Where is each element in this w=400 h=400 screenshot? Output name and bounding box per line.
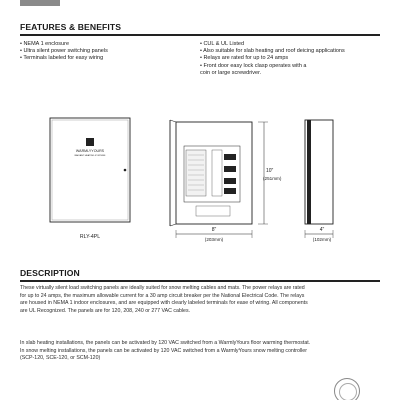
interior-view (170, 120, 282, 242)
height-mm: (251mm) (263, 176, 282, 181)
feature-item: • CUL & UL Listed (200, 41, 245, 47)
product-diagram (0, 110, 400, 260)
header-tab-bar (20, 0, 60, 6)
feature-item: • Ultra silent power switching panels (20, 48, 108, 55)
feature-item: • Also suitable for slab heating and roof deicing applications (200, 48, 345, 55)
description-rule (20, 280, 380, 282)
width-mm: (203mm) (204, 237, 224, 242)
description-line: In slab heating installations, the panels can be activated by 120 VAC switched from a WarmlyYours floor warming thermostat. (20, 340, 311, 346)
depth-mm: (102mm) (312, 237, 332, 242)
feature-item: • Relays are rated for up to 24 amps (200, 55, 289, 62)
feature-item: • Terminals labeled for easy wiring (20, 55, 104, 62)
features-rule (20, 34, 380, 36)
front-panel-outline (50, 118, 130, 222)
description-paragraph-2 (20, 340, 384, 363)
description-line: are housed in NEMA 1 indoor enclosures, and are equipped with clearly labeled terminals for ease of wiring. All components (20, 300, 308, 307)
brand-logo-icon (86, 138, 94, 146)
description-line: for up to 24 amps, the maximum allowable current for a 30 amp circuit breaker per the National Electrical Code. The relays (20, 292, 305, 299)
model-label: RLY-4PL (79, 234, 101, 240)
description-line: These virtually silent load switching panels are ideally suited for snow melting cables and mats. The power relays are rated (20, 285, 305, 291)
door-lock-icon (124, 169, 127, 172)
terminal-block-left (186, 150, 206, 196)
side-view (305, 120, 333, 242)
feature-item: coin or large screwdriver. (200, 69, 262, 76)
brand-subtitle: RADIANT HEATING SYSTEMS (74, 155, 106, 157)
description-line: are UL Recognized. The panels are for 120, 208, 240 or 277 VAC cables. (20, 307, 191, 314)
front-view (50, 118, 130, 240)
depth-inches: 4" (319, 227, 325, 233)
feature-item: • NEMA 1 enclosure (20, 41, 70, 47)
description-heading: DESCRIPTION (20, 268, 80, 278)
features-left-list (20, 41, 108, 63)
features-heading: FEATURES & BENEFITS (20, 22, 122, 32)
height-inches: 10" (266, 168, 274, 174)
description-line: In snow melting installations, the panels can be activated by 120 VAC switched from a WarmlyYours snow melting controller (20, 347, 307, 354)
diagram-svg (0, 110, 400, 260)
terminal-block-right (212, 150, 222, 196)
features-right-list (200, 41, 345, 77)
description-paragraph-1 (20, 285, 384, 315)
brand-name: WARMLYYOURS (75, 149, 105, 153)
feature-item: • Front door easy lock clasp operates with a (200, 62, 307, 69)
certification-mark-icon (334, 378, 360, 400)
width-inches: 8" (211, 227, 217, 233)
description-line: (SCP-120, SCE-120, or SCM-120) (20, 355, 101, 362)
side-door-edge (307, 120, 311, 224)
